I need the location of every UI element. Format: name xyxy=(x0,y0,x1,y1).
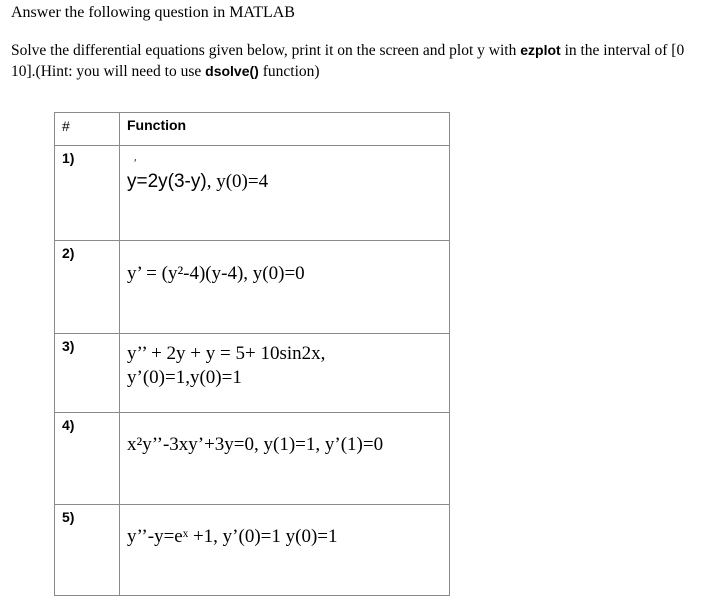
equations-table xyxy=(54,112,450,596)
row-number: 5) xyxy=(55,505,120,596)
row-function xyxy=(120,146,450,241)
row-number: 4) xyxy=(55,413,120,505)
header-number: # xyxy=(55,113,120,146)
instructions xyxy=(11,40,711,82)
table-row xyxy=(55,505,450,596)
table-header-row xyxy=(55,113,450,146)
header-function: Function xyxy=(120,113,450,146)
row-function: y’’-y=eˣ +1, y’(0)=1 y(0)=1 xyxy=(120,505,450,596)
equation-line: y’(0)=1,y(0)=1 xyxy=(127,367,242,388)
row-function: y’ = (y²-4)(y-4), y(0)=0 xyxy=(120,241,450,334)
table-row xyxy=(55,334,450,413)
row-number: 1) xyxy=(55,146,120,241)
row-function xyxy=(120,334,450,413)
row-function: x²y’’-3xy’+3y=0, y(1)=1, y’(1)=0 xyxy=(120,413,450,505)
equation-line: y’’ + 2y + y = 5+ 10sin2x, xyxy=(127,343,326,364)
instructions-text-a: Solve the differential equations given below, print it on the screen and plot y with xyxy=(11,42,521,59)
question-heading: Answer the following question in MATLAB xyxy=(11,4,295,21)
table-row xyxy=(55,413,450,505)
row-number: 2) xyxy=(55,241,120,334)
row-number: 3) xyxy=(55,334,120,413)
table-row xyxy=(55,146,450,241)
table-row xyxy=(55,241,450,334)
prime-mark-glyph: ʹ xyxy=(134,156,137,170)
ezplot-keyword: ezplot xyxy=(520,42,561,58)
instructions-text-b: in the interval of [0 10].(Hint: you will need to use xyxy=(11,42,685,80)
equation-part: , y(0)=4 xyxy=(206,171,269,192)
dsolve-keyword: dsolve() xyxy=(205,63,259,79)
equation-part: y=2y(3-y) xyxy=(127,171,207,192)
instructions-text-c: function) xyxy=(258,63,320,80)
